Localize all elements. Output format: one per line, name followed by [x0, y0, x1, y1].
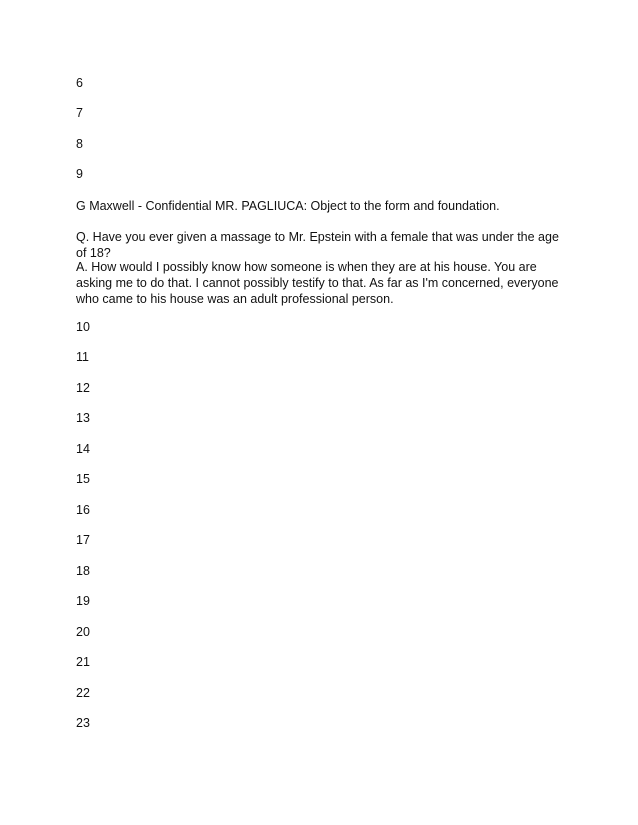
line-number: 23	[76, 716, 90, 730]
line-number: 21	[76, 655, 90, 669]
line-number: 7	[76, 106, 83, 120]
question-paragraph: Q. Have you ever given a massage to Mr. Epstein with a female that was under the age of 18?	[76, 230, 559, 260]
line-number: 19	[76, 594, 90, 608]
line-number: 17	[76, 533, 90, 547]
line-number: 20	[76, 625, 90, 639]
line-number: 14	[76, 442, 90, 456]
line-number: 15	[76, 472, 90, 486]
line-number: 12	[76, 381, 90, 395]
line-number: 8	[76, 137, 83, 151]
line-number: 11	[76, 350, 89, 364]
line-number: 9	[76, 167, 83, 181]
line-number: 10	[76, 320, 90, 334]
line-number: 18	[76, 564, 90, 578]
answer-paragraph: A. How would I possibly know how someone is when they are at his house. You are asking me to do that. I cannot possibly testify to that. As far as I'm concerned, everyone who came to his house was an adult professional person.	[76, 260, 559, 306]
line-number: 16	[76, 503, 90, 517]
header-paragraph: G Maxwell - Confidential MR. PAGLIUCA: Object to the form and foundation.	[76, 199, 500, 213]
line-number: 6	[76, 76, 83, 90]
line-number: 22	[76, 686, 90, 700]
line-number: 13	[76, 411, 90, 425]
